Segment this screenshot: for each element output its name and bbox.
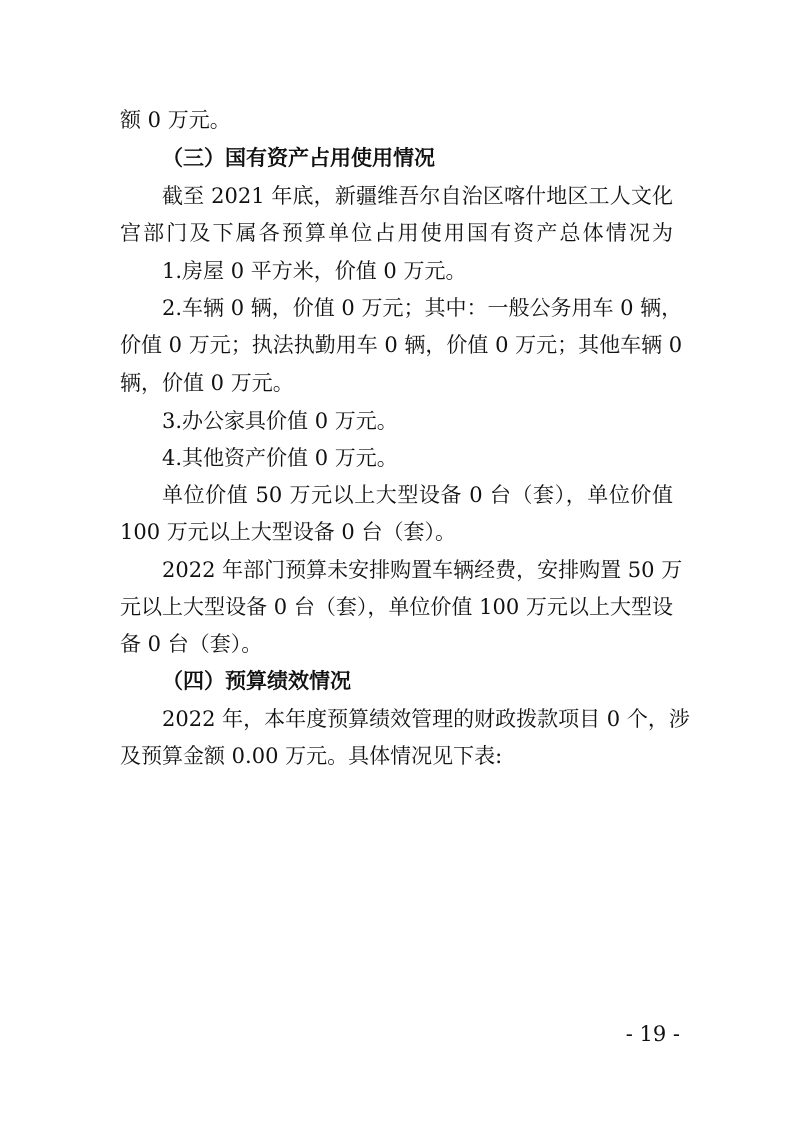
text-line: 1.房屋 0 平方米，价值 0 万元。 [162,259,467,283]
text-line: 备 0 台（套）。 [120,632,263,656]
text-line: 4.其他资产价值 0 万元。 [162,446,398,470]
text-line: 宫部门及下属各预算单位占用使用国有资产总体情况为 [120,221,673,245]
text-line: 3.办公家具价值 0 万元。 [162,409,398,433]
text-line: 截至 2021 年底，新疆维吾尔自治区喀什地区工人文化 [162,184,673,208]
text-line: 2022 年，本年度预算绩效管理的财政拨款项目 0 个，涉 [162,707,690,731]
text-line: 额 0 万元。 [120,108,231,132]
section-heading-assets: （三）国有资产占用使用情况 [162,145,435,170]
text-line: 100 万元以上大型设备 0 台（套）。 [120,520,456,544]
text-line: 2022 年部门预算未安排购置车辆经费，安排购置 50 万 [162,558,683,582]
text-line: 及预算金额 0.00 万元。具体情况见下表: [120,744,503,768]
text-line: 辆，价值 0 万元。 [120,371,294,395]
page-number: - 19 - [625,1022,680,1046]
section-heading-performance: （四）预算绩效情况 [162,668,351,693]
text-line: 价值 0 万元；执法执勤用车 0 辆，价值 0 万元；其他车辆 0 [120,333,683,357]
text-line: 2.车辆 0 辆，价值 0 万元；其中：一般公务用车 0 辆， [162,296,683,320]
text-line: 元以上大型设备 0 台（套），单位价值 100 万元以上大型设 [120,595,673,619]
text-line: 单位价值 50 万元以上大型设备 0 台（套），单位价值 [162,483,673,507]
